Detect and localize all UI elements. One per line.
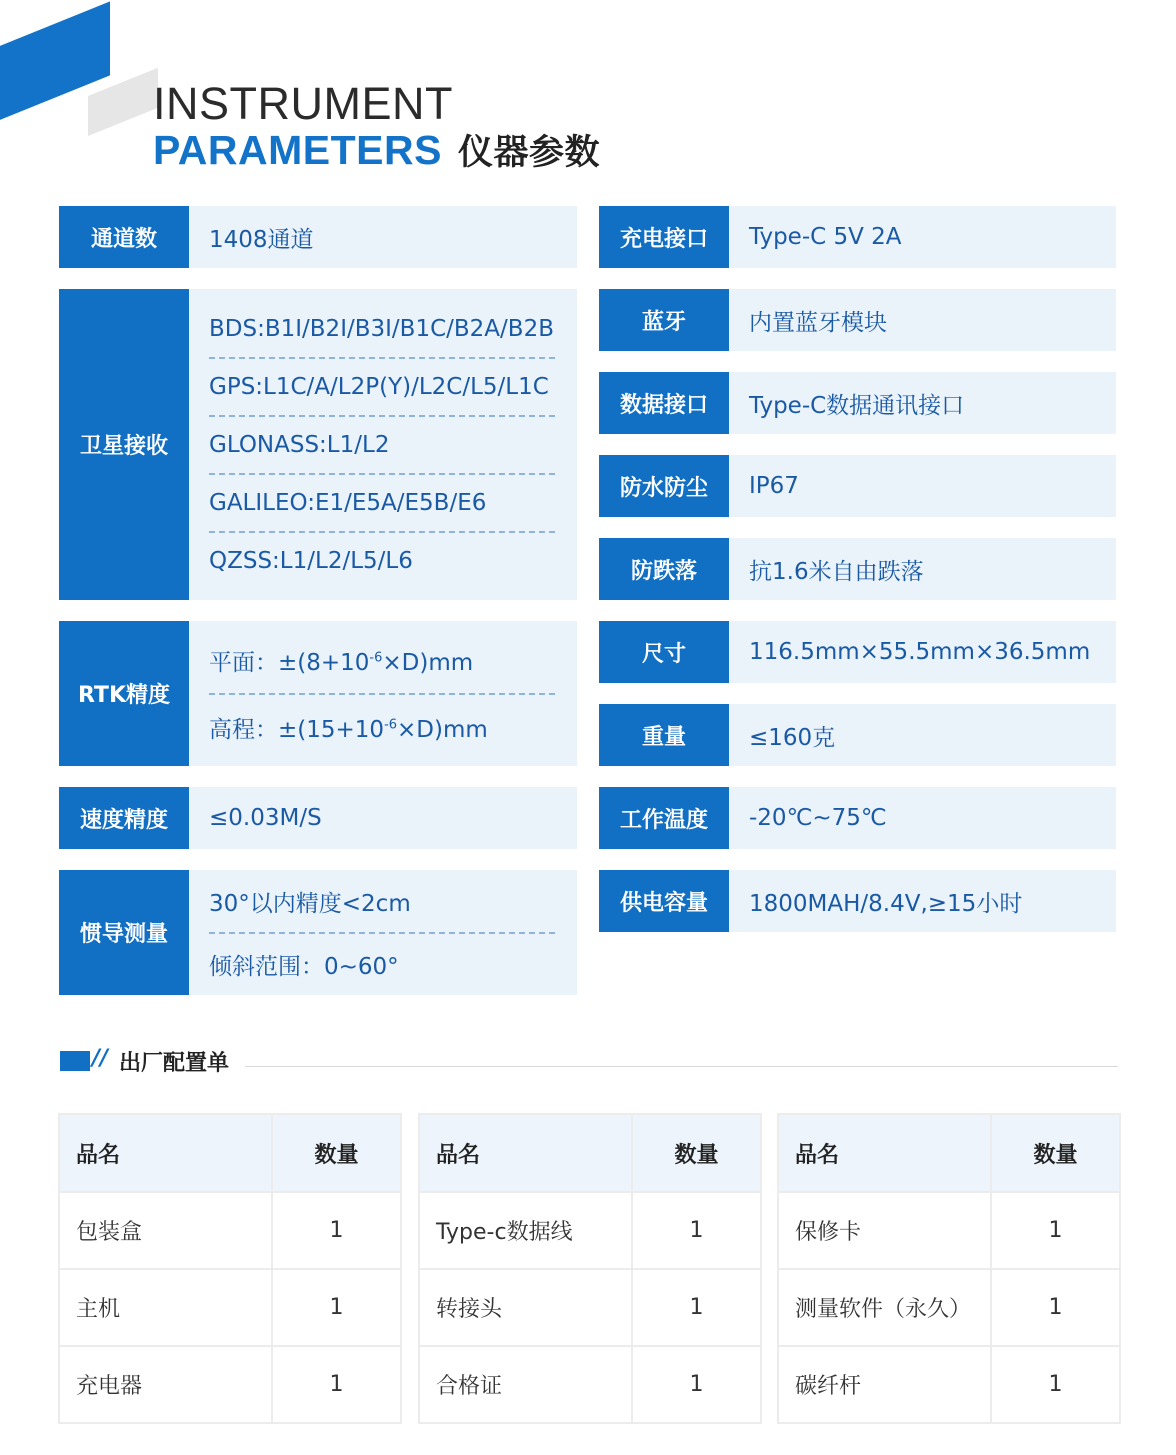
param-label: 防水防尘 [599,455,729,517]
param-row-size [599,621,1116,683]
param-label: 供电容量 [599,870,729,932]
section-divider [245,1066,1118,1067]
param-value-line: 平面：$\pm(8+10^{-6}\times D)mm$ [209,649,474,676]
param-value-line: 1408通道 [209,226,314,253]
param-value-line: GPS:L1C/A/L2P(Y)/L2C/L5/L1C [209,357,555,415]
table-row [778,1192,1120,1269]
param-value: Type-C数据通讯接口 [729,372,1116,434]
item-name: 合格证 [419,1346,632,1423]
item-name: 包装盒 [59,1192,272,1269]
item-qty: 1 [632,1192,761,1269]
section-slashes: // [92,1046,109,1071]
param-value: 116.5mm×55.5mm×36.5mm [729,621,1116,683]
title-parameters-en: PARAMETERS [153,127,442,173]
param-label: RTK精度 [59,621,189,766]
param-row-battery [599,870,1116,932]
param-value: Type-C 5V 2A [729,206,1116,268]
param-label: 惯导测量 [59,870,189,995]
section-marker [60,1051,90,1071]
param-label: 工作温度 [599,787,729,849]
item-name: 主机 [59,1269,272,1346]
param-row-channels [59,206,577,268]
col-header-name: 品名 [419,1114,632,1192]
param-value-line: GALILEO:E1/E5A/E5B/E6 [209,473,555,531]
param-value [189,621,577,766]
item-qty: 1 [632,1269,761,1346]
param-value [189,289,577,600]
packing-table-2 [418,1113,762,1424]
table-row [419,1192,761,1269]
param-value: ≤160克 [729,704,1116,766]
param-value-line: 倾斜范围：0~60° [209,932,555,995]
table-row [778,1346,1120,1423]
param-label: 通道数 [59,206,189,268]
item-qty: 1 [991,1269,1120,1346]
param-value: IP67 [729,455,1116,517]
param-label: 充电接口 [599,206,729,268]
section-title: 出厂配置单 [119,1051,230,1076]
param-row-charging-port [599,206,1116,268]
param-value [189,206,577,268]
item-qty: 1 [991,1192,1120,1269]
table-row [59,1192,401,1269]
exponent: -6 [384,716,398,732]
param-row-drop [599,538,1116,600]
param-label: 蓝牙 [599,289,729,351]
item-qty: 1 [272,1192,401,1269]
packing-table-3 [777,1113,1121,1424]
title-instrument: INSTRUMENT [153,78,453,129]
param-row-rtk [59,621,577,766]
item-name: 测量软件（永久） [778,1269,991,1346]
table-row [778,1269,1120,1346]
param-row-speed [59,787,577,849]
col-header-qty: 数量 [632,1114,761,1192]
title-parameters [153,125,600,175]
param-row-weight [599,704,1116,766]
table-header-row [59,1114,401,1192]
param-label: 数据接口 [599,372,729,434]
param-value-line: 30°以内精度<2cm [209,890,411,917]
param-value-line: 高程：$\pm(15+10^{-6}\times D)mm$ [209,693,555,760]
item-qty: 1 [632,1346,761,1423]
param-label: 速度精度 [59,787,189,849]
param-row-bluetooth [599,289,1116,351]
param-label: 重量 [599,704,729,766]
item-name: Type-c数据线 [419,1192,632,1269]
param-value: 内置蓝牙模块 [729,289,1116,351]
item-name: 保修卡 [778,1192,991,1269]
col-header-qty: 数量 [991,1114,1120,1192]
table-row [59,1346,401,1423]
exponent: -6 [369,649,383,665]
col-header-name: 品名 [59,1114,272,1192]
packing-table-1 [58,1113,402,1424]
param-value [189,787,577,849]
param-row-satellite [59,289,577,600]
col-header-name: 品名 [778,1114,991,1192]
param-value [189,870,577,995]
table-header-row [419,1114,761,1192]
param-row-waterproof [599,455,1116,517]
param-label: 卫星接收 [59,289,189,600]
item-name: 转接头 [419,1269,632,1346]
table-row [59,1269,401,1346]
param-row-data-port [599,372,1116,434]
table-row [419,1269,761,1346]
table-row [419,1346,761,1423]
param-label: 防跌落 [599,538,729,600]
param-value-line: BDS:B1I/B2I/B3I/B1C/B2A/B2B [209,315,554,342]
item-name: 碳纤杆 [778,1346,991,1423]
item-qty: 1 [272,1269,401,1346]
item-qty: 1 [272,1346,401,1423]
param-value: -20℃~75℃ [729,787,1116,849]
item-qty: 1 [991,1346,1120,1423]
param-row-temperature [599,787,1116,849]
param-value-line: GLONASS:L1/L2 [209,415,555,473]
param-value-line: QZSS:L1/L2/L5/L6 [209,531,555,589]
col-header-qty: 数量 [272,1114,401,1192]
item-name: 充电器 [59,1346,272,1423]
table-header-row [778,1114,1120,1192]
param-value: 抗1.6米自由跌落 [729,538,1116,600]
param-value: 1800MAH/8.4V,≥15小时 [729,870,1116,932]
param-row-imu [59,870,577,995]
title-parameters-cn: 仪器参数 [457,133,600,173]
param-value-line: ≤0.03M/S [209,805,322,831]
param-label: 尺寸 [599,621,729,683]
